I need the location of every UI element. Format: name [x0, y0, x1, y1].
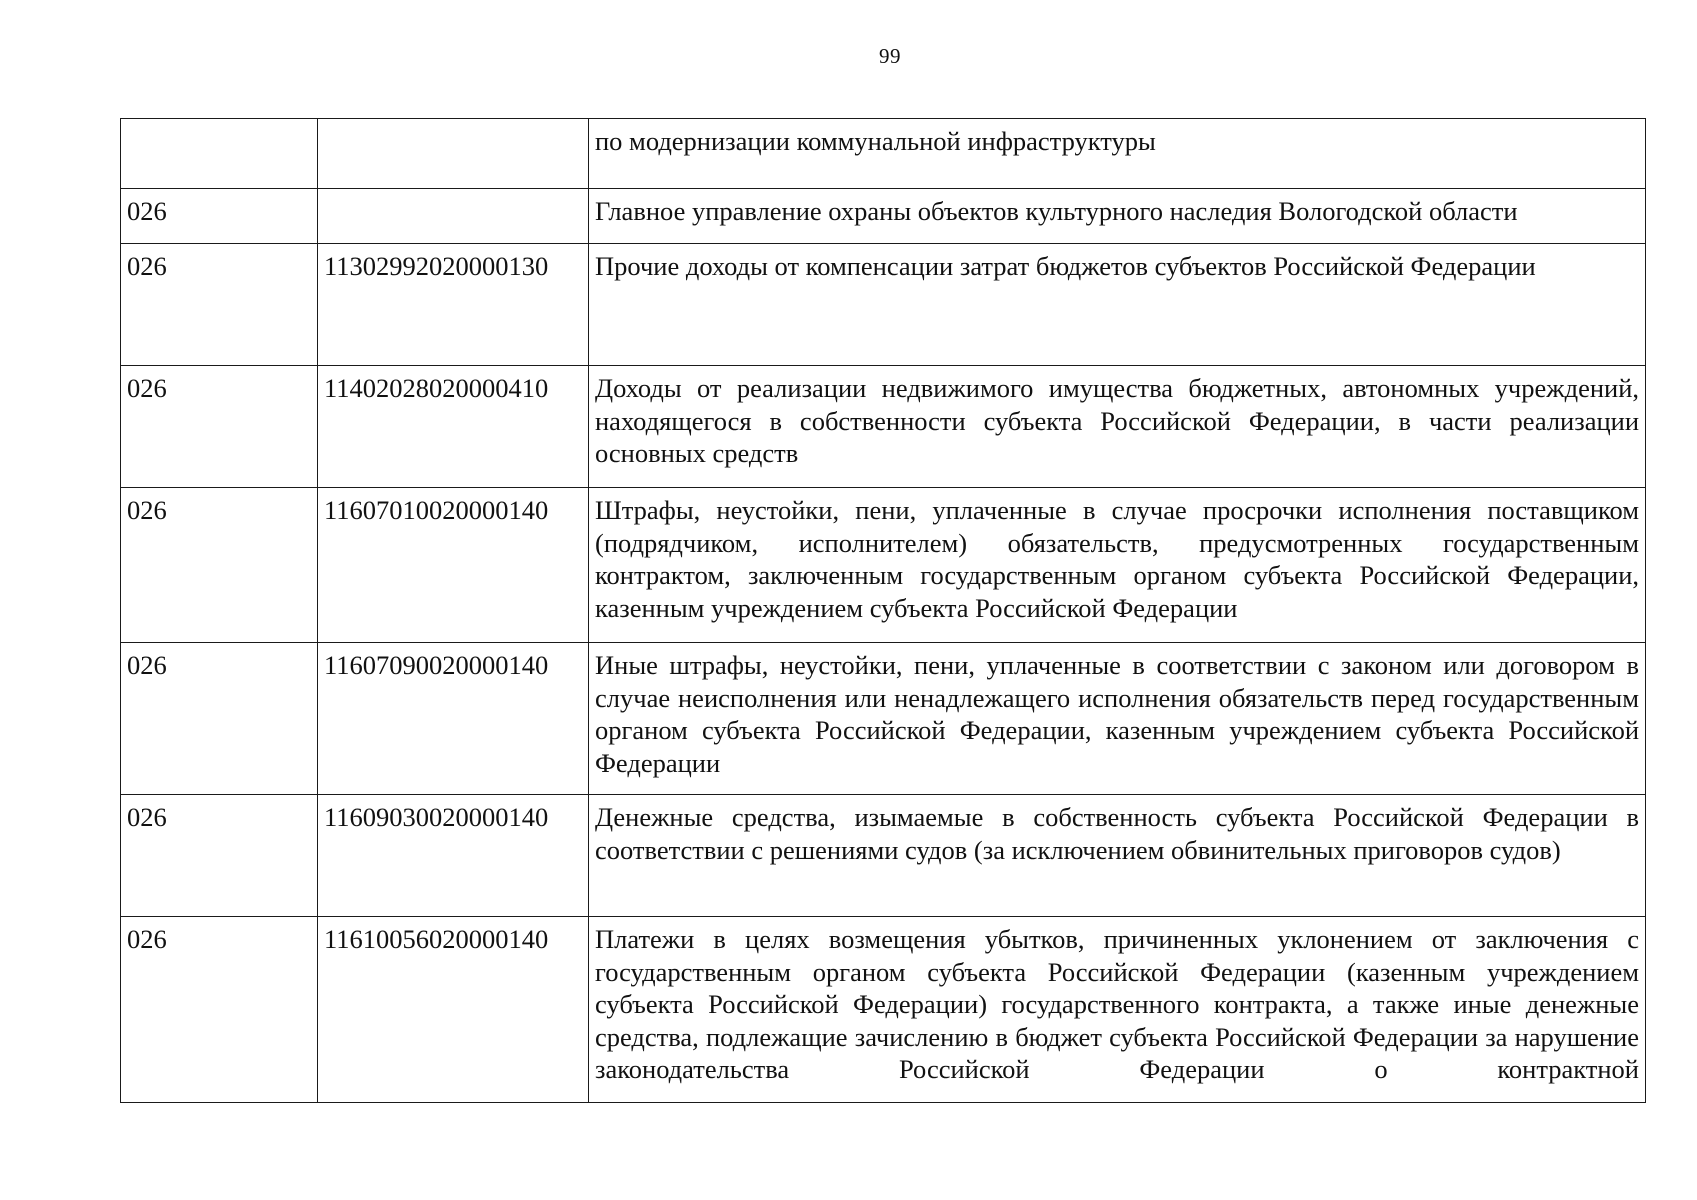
budget-code-cell	[318, 119, 589, 189]
budget-code-cell: 11609030020000140	[318, 795, 589, 917]
table-row	[121, 488, 1646, 643]
page-number: 99	[879, 44, 901, 68]
revenue-name-cell: Штрафы, неустойки, пени, уплаченные в случае просрочки исполнения поставщиком (подрядчиком, исполнителем) обязательств, предусмотренных государственным контрактом, заключенным государственным органом субъекта Российской Федерации, казенным учреждением субъекта Российской Федерации	[589, 488, 1646, 643]
revenue-name-cell: по модернизации коммунальной инфраструктуры	[589, 119, 1646, 189]
table-row	[121, 366, 1646, 488]
table-row	[121, 119, 1646, 189]
budget-code-cell: 11402028020000410	[318, 366, 589, 488]
admin-code-cell: 026	[121, 643, 318, 795]
admin-code-cell: 026	[121, 244, 318, 366]
revenue-name-cell: Доходы от реализации недвижимого имущества бюджетных, автономных учреждений, находящегося в собственности субъекта Российской Федерации, в части реализации основных средств	[589, 366, 1646, 488]
revenue-name-cell: Прочие доходы от компенсации затрат бюджетов субъектов Российской Федерации	[589, 244, 1646, 366]
budget-code-cell: 11607010020000140	[318, 488, 589, 643]
budget-code-cell	[318, 189, 589, 244]
budget-code-cell: 11610056020000140	[318, 917, 589, 1103]
table-row	[121, 244, 1646, 366]
revenue-name-cell: Главное управление охраны объектов культурного наследия Вологодской области	[589, 189, 1646, 244]
revenue-name-cell: Платежи в целях возмещения убытков, причиненных уклонением от заключения с государственным органом субъекта Российской Федерации (казенным учреждением субъекта Российской Федерации) государственного контракта, а также иные денежные средства, подлежащие зачислению в бюджет субъекта Российской Федерации за нарушение законодательства Российской Федерации о контрактной	[589, 917, 1646, 1103]
admin-code-cell: 026	[121, 488, 318, 643]
revenue-name-cell: Иные штрафы, неустойки, пени, уплаченные в соответствии с законом или договором в случае неисполнения или ненадлежащего исполнения обязательств перед государственным органом субъекта Российской Федерации, казенным учреждением субъекта Российской Федерации	[589, 643, 1646, 795]
admin-code-cell: 026	[121, 917, 318, 1103]
table-row	[121, 643, 1646, 795]
table-row	[121, 795, 1646, 917]
table-row	[121, 917, 1646, 1103]
admin-code-cell: 026	[121, 189, 318, 244]
budget-code-cell: 11302992020000130	[318, 244, 589, 366]
admin-code-cell	[121, 119, 318, 189]
revenue-name-cell: Денежные средства, изымаемые в собственность субъекта Российской Федерации в соответствии с решениями судов (за исключением обвинительных приговоров судов)	[589, 795, 1646, 917]
budget-code-cell: 11607090020000140	[318, 643, 589, 795]
revenue-codes-table	[120, 118, 1646, 1103]
admin-code-cell: 026	[121, 795, 318, 917]
table-row	[121, 189, 1646, 244]
admin-code-cell: 026	[121, 366, 318, 488]
